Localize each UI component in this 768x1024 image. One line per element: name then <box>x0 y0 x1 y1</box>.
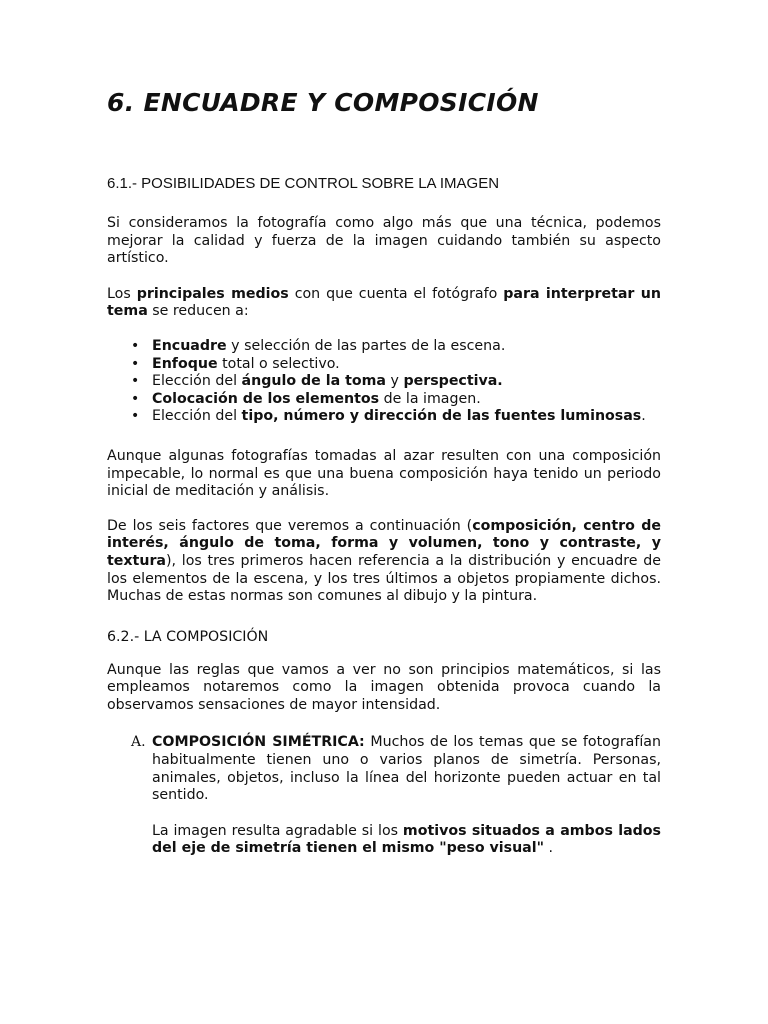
text-run: total o selectivo. <box>217 355 340 372</box>
text-run: de la imagen. <box>379 390 481 407</box>
text-run: La imagen resulta agradable si los <box>152 822 403 839</box>
bold-run: ángulo de la toma <box>241 373 387 390</box>
list-item <box>107 356 661 374</box>
text-run: con que cuenta el fotógrafo <box>288 285 504 302</box>
bullet-icon: • <box>131 390 140 407</box>
bold-run: Enfoque <box>152 355 218 372</box>
text-run: ), los tres primeros hacen referencia a la distribución y encuadre de los elementos de la escena, y los tres últimos a objetos propiamente dichos. Muchas de estas normas son comunes al dibujo y la pintura. <box>107 552 661 605</box>
bold-run: Encuadre <box>152 337 227 354</box>
paragraph-5: Aunque las reglas que vamos a ver no son principios matemáticos, si las empleamos notaremos como la imagen obtenida provoca cuando la observamos sensaciones de mayor intensidad. <box>107 661 661 713</box>
list-item <box>107 391 661 409</box>
document-content <box>107 86 661 858</box>
bullet-icon: • <box>131 355 140 372</box>
section-heading-1: 6.1.- POSIBILIDADES DE CONTROL SOBRE LA IMAGEN <box>107 175 500 192</box>
text-run: y <box>386 373 404 390</box>
list-item <box>107 338 661 356</box>
bullet-icon: • <box>131 408 140 425</box>
bold-run: Colocación de los elementos <box>152 390 380 407</box>
paragraph-4 <box>107 518 661 606</box>
bold-run: COMPOSICIÓN SIMÉTRICA: <box>152 734 365 751</box>
text-run: Los <box>107 285 137 302</box>
bullet-icon: • <box>131 337 140 354</box>
bold-run: perspectiva. <box>403 373 503 390</box>
paragraph-2 <box>107 286 661 321</box>
text-run: De los seis factores que veremos a continuación ( <box>107 517 473 534</box>
list-item <box>107 408 661 426</box>
paragraph-1: Si consideramos la fotografía como algo más que una técnica, podemos mejorar la calidad y fuerza de la imagen cuidando también su aspecto artístico. <box>107 215 661 267</box>
text-run: Elección del <box>152 408 242 425</box>
text-run: se reducen a: <box>147 303 249 320</box>
list-marker: A. <box>131 734 146 751</box>
bold-run: principales medios <box>136 285 289 302</box>
bullet-icon: • <box>131 373 140 390</box>
section-heading-2: 6.2.- LA COMPOSICIÓN <box>107 628 269 645</box>
text-run: Elección del <box>152 373 242 390</box>
list-item <box>107 373 661 391</box>
page-title: 6. ENCUADRE Y COMPOSICIÓN <box>107 88 539 117</box>
list-item-a <box>107 734 661 858</box>
bold-run: para interpretar un tema <box>107 285 662 320</box>
bold-run: motivos situados a ambos lados del eje de simetría tienen el mismo "peso visual" <box>152 822 661 857</box>
item-a-paragraph-2 <box>152 823 661 858</box>
paragraph-3: Aunque algunas fotografías tomadas al azar resulten con una composición impecable, lo normal es que una buena composición haya tenido un periodo inicial de meditación y análisis. <box>107 447 661 500</box>
text-run: . <box>544 840 554 857</box>
bold-run: composición, centro de interés, ángulo de toma, forma y volumen, tono y contraste, y textura <box>107 517 661 569</box>
text-run: y selección de las partes de la escena. <box>226 337 506 354</box>
bullet-list <box>107 338 661 426</box>
item-a-paragraph-1 <box>152 734 661 804</box>
text-run: . <box>641 408 646 425</box>
bold-run: tipo, número y dirección de las fuentes luminosas <box>241 408 642 425</box>
text-run: Muchos de los temas que se fotografían habitualmente tienen uno o varios planos de simetría. Personas, animales, objetos, incluso la línea del horizonte pueden actuar en tal sentido. <box>152 734 661 804</box>
